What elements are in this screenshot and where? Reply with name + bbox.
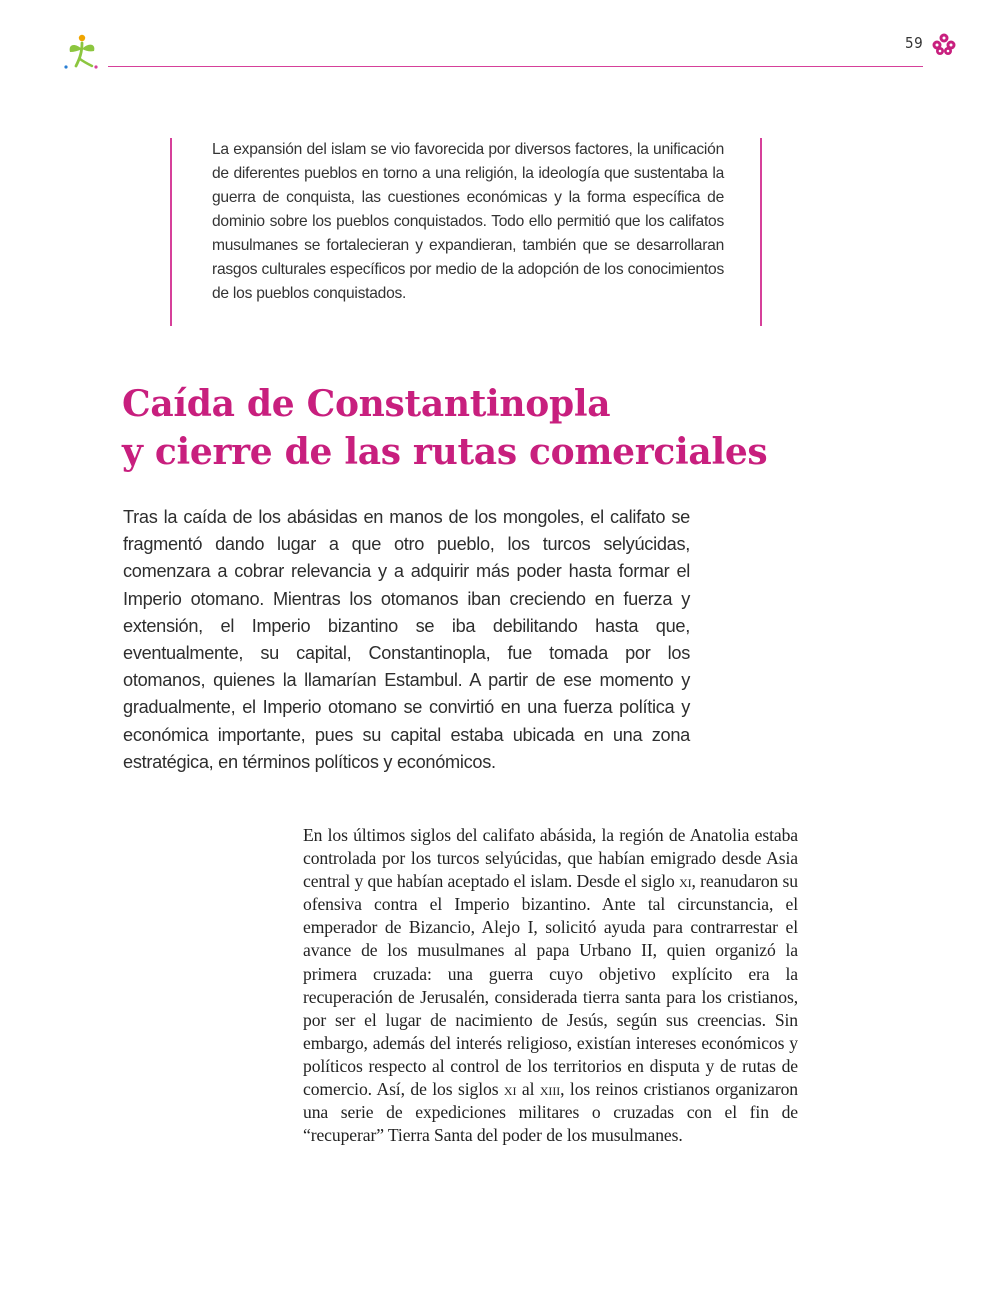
aside-paragraph xyxy=(303,824,798,1147)
century-numeral: xiii xyxy=(539,1079,561,1100)
quote-box xyxy=(170,138,762,326)
aside-text-part1: En los últimos siglos del califato abásida, la región de Anatolia estaba controlada por los turcos selyúcidas, que habían emigrado desde Asia central y que habían aceptado el islam. Desde el siglo xyxy=(303,825,798,892)
aside-text-part4: , los reinos cristianos organizaron una serie de expediciones militares o cruzadas con el fin de “recuperar” Tierra Santa del poder de los musulmanes. xyxy=(303,1079,798,1146)
aside-text-part2: , reanudaron su ofensiva contra el Imperio bizantino. Ante tal circunstancia, el emperador de Bizancio, Alejo I, solicitó ayuda para contrarrestar el avance de los musulmanes al papa Urbano II, quien organizó la primera cruzada: una guerra cuyo objetivo explícito era la recuperación de Jerusalén, considerada tierra santa para los cristianos, por ser el lugar de nacimiento de Jesús, según sus creencias. Sin embargo, además del interés religioso, existían intereses económicos y políticos respecto al control de los territorios en disputa y de rutas de comercio. Así, de los siglos xyxy=(303,871,798,1100)
aside-text-part3: al xyxy=(516,1079,540,1100)
body-paragraph: Tras la caída de los abásidas en manos de los mongoles, el califato se fragmentó dando lugar a que otro pueblo, los turcos selyúcidas, comenzara a cobrar relevancia y a adquirir más poder hasta formar el Imperio otomano. Mientras los otomanos iban creciendo en fuerza y extensión, el Imperio bizantino se iba debilitando hasta que, eventualmente, su capital, Constantinopla, fue tomada por los otomanos, quienes la llamarían Estambul. A partir de ese momento y gradualmente, el Imperio otomano se convirtió en una fuerza política y económica importante, pues su capital estaba ubicada en una zona estratégica, en términos políticos y económicos. xyxy=(123,507,690,772)
section-title-line2: y cierre de las rutas comerciales xyxy=(122,431,768,473)
flower-icon xyxy=(930,32,958,56)
century-numeral: xi xyxy=(679,871,692,892)
section-title-line1: Caída de Constantinopla xyxy=(122,383,611,425)
section-title xyxy=(122,380,822,476)
quote-text: La expansión del islam se vio favorecida por diversos factores, la unificación de diferentes pueblos en torno a una religión, la ideología que sustentaba la guerra de conquista, las cuestiones económicas y la forma específica de dominio sobre los pueblos conquistados. Todo ello permitió que los califatos musulmanes se fortalecieran y expandieran, también que se desarrollaran rasgos culturales específicos por medio de la adopción de los conocimientos de los pueblos conquistados. xyxy=(212,141,724,302)
century-numeral: xi xyxy=(503,1079,517,1100)
page-number: 59 xyxy=(905,34,924,52)
header-rule xyxy=(108,66,923,67)
sprout-figure-icon xyxy=(62,32,100,70)
